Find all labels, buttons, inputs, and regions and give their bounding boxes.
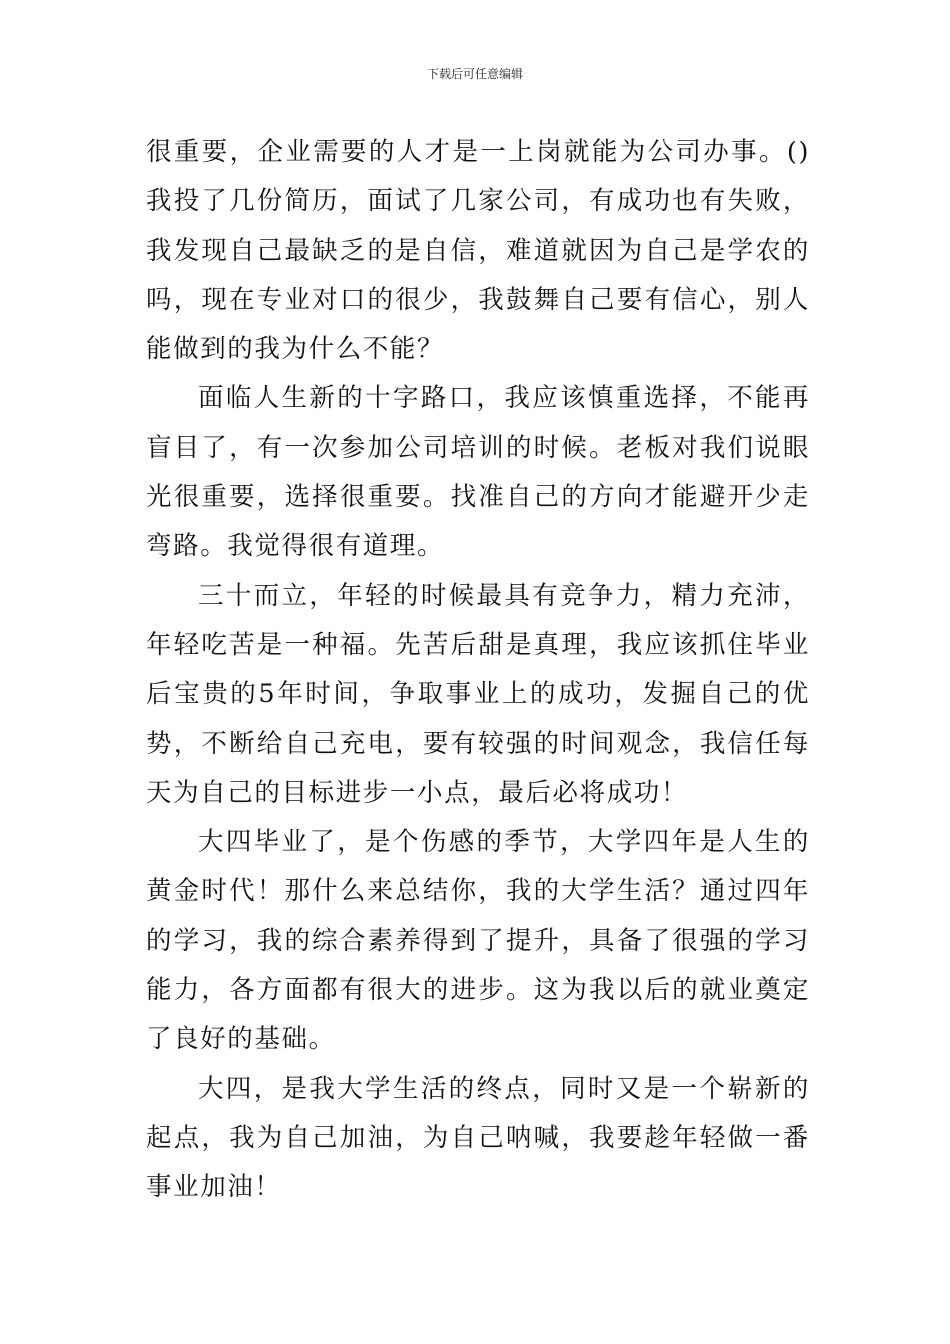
paragraph-continuation: 很重要，企业需要的人才是一上岗就能为公司办事。()我投了几份简历，面试了几家公司，有成功也有失败，我发现自己最缺乏的是自信，难道就因为自己是学农的吗，现在专业对口的很少，我鼓舞自己要有信心，别人能做到的我为什么不能？ — [146, 137, 810, 365]
document-body — [146, 128, 810, 1213]
page-header-note: 下载后可任意编辑 — [426, 67, 523, 81]
paragraph-thirty: 三十而立，年轻的时候最具有竞争力，精力充沛，年轻吃苦是一种福。先苦后甜是真理，我应该抓住毕业后宝贵的5年时间，争取事业上的成功，发掘自己的优势，不断给自己充电，要有较强的时间观念，我信任每天为自己的目标进步一小点，最后必将成功！ — [146, 580, 810, 808]
paragraph-new-start: 大四，是我大学生活的终点，同时又是一个崭新的起点，我为自己加油，为自己呐喊，我要趁年轻做一番事业加油！ — [146, 1073, 810, 1203]
paragraph-graduation: 大四毕业了，是个伤感的季节，大学四年是人生的黄金时代！那什么来总结你，我的大学生活？通过四年的学习，我的综合素养得到了提升，具备了很强的学习能力，各方面都有很大的进步。这为我以后的就业奠定了良好的基础。 — [146, 827, 810, 1055]
paragraph-crossroads: 面临人生新的十字路口，我应该慎重选择，不能再盲目了，有一次参加公司培训的时候。老板对我们说眼光很重要，选择很重要。找准自己的方向才能避开少走弯路。我觉得很有道理。 — [146, 383, 810, 562]
